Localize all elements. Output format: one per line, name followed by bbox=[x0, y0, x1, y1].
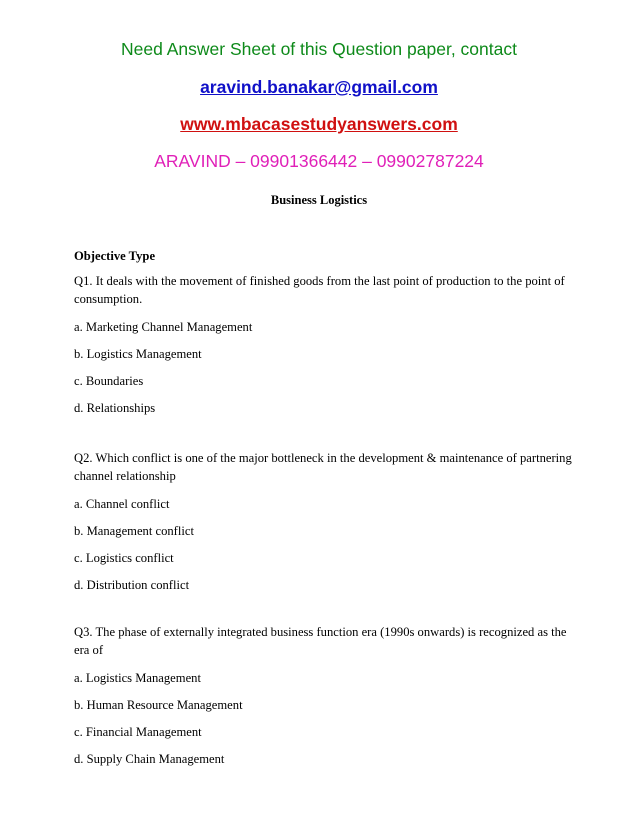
question-text: Q2. Which conflict is one of the major bottleneck in the development & maintenance of partnering channel relationship bbox=[74, 451, 572, 483]
option-b: b. Logistics Management bbox=[74, 347, 202, 361]
website-link[interactable]: www.mbacasestudyanswers.com bbox=[180, 114, 458, 134]
email-link[interactable]: aravind.banakar@gmail.com bbox=[200, 77, 438, 97]
option-a: a. Logistics Management bbox=[74, 671, 201, 685]
question-text: Q1. It deals with the movement of finished goods from the last point of production to the point of consumption. bbox=[74, 274, 565, 306]
option-c: c. Logistics conflict bbox=[74, 551, 174, 565]
option-c: c. Boundaries bbox=[74, 374, 144, 388]
option-c: c. Financial Management bbox=[74, 725, 202, 739]
question-2 bbox=[74, 449, 574, 603]
option-d: d. Distribution conflict bbox=[74, 578, 190, 592]
option-d: d. Relationships bbox=[74, 401, 156, 415]
question-text: Q3. The phase of externally integrated business function era (1990s onwards) is recognized as the era of bbox=[74, 625, 567, 657]
question-1 bbox=[74, 272, 574, 426]
question-3 bbox=[74, 623, 574, 777]
section-heading: Objective Type bbox=[74, 249, 156, 263]
contact-line: Need Answer Sheet of this Question paper, contact bbox=[121, 39, 517, 59]
phone-line: ARAVIND – 09901366442 – 09902787224 bbox=[154, 151, 484, 171]
document-title: Business Logistics bbox=[270, 193, 368, 207]
option-a: a. Channel conflict bbox=[74, 497, 170, 511]
option-d: d. Supply Chain Management bbox=[74, 752, 225, 766]
option-b: b. Management conflict bbox=[74, 524, 194, 538]
option-b: b. Human Resource Management bbox=[74, 698, 243, 712]
option-a: a. Marketing Channel Management bbox=[74, 320, 253, 334]
